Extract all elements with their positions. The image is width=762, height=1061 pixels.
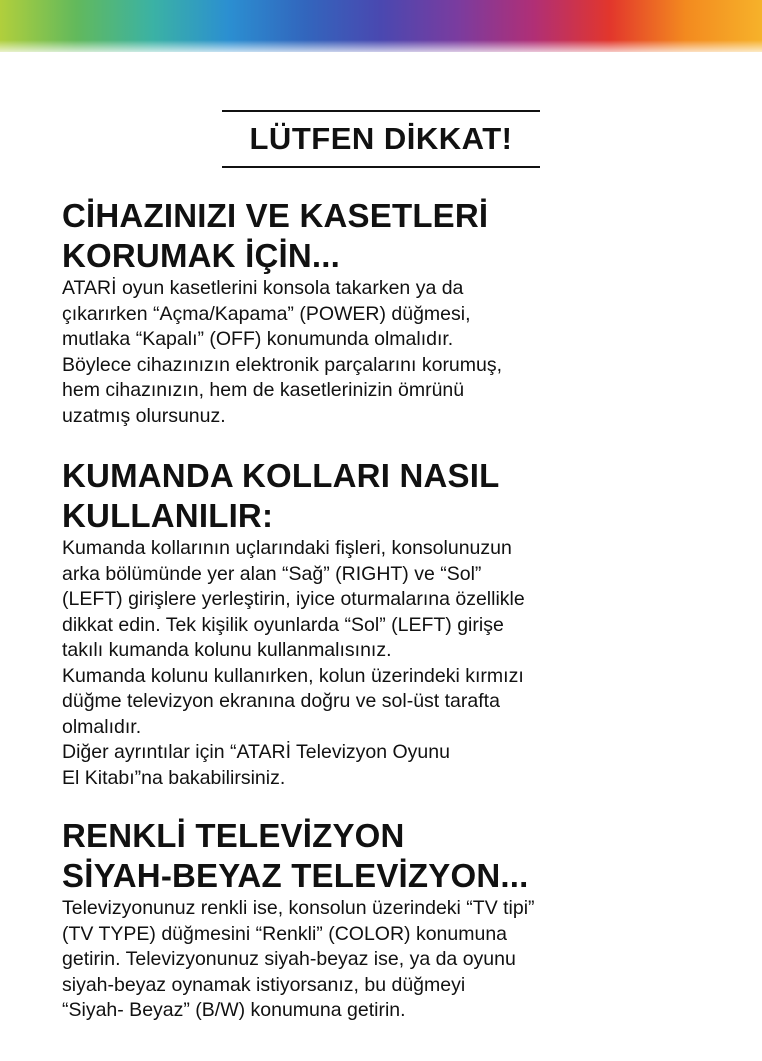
section-protect-device [62, 196, 702, 429]
section-heading-line: KORUMAK İÇİN... [62, 237, 340, 274]
body-text-line: mutlaka “Kapalı” (OFF) konumunda olmalıdır. [62, 328, 454, 350]
body-text-line: (LEFT) girişlere yerleştirin, iyice oturmalarına özellikle [62, 588, 525, 610]
body-text-line: ATARİ oyun kasetlerini konsola takarken ya da [62, 277, 464, 299]
body-text-line: El Kitabı”na bakabilirsiniz. [62, 766, 286, 789]
body-text-line: siyah-beyaz oynamak istiyorsanız, bu düğmeyi [62, 973, 466, 996]
section-joystick-usage [62, 456, 702, 791]
body-text-line: getirin. Televizyonunuz siyah-beyaz ise, ya da oyunu [62, 948, 516, 970]
body-text-line: hem cihazınızın, hem de kasetlerinizin ömrünü [62, 379, 465, 401]
body-text-line: olmalıdır. [62, 715, 142, 738]
body-text-line: uzatmış olursunuz. [62, 404, 226, 427]
section-heading-line: RENKLİ TELEVİZYON [62, 817, 405, 854]
section-heading-line: KUMANDA KOLLARI NASIL [62, 457, 500, 494]
body-text-line: Televizyonunuz renkli ise, konsolun üzerindeki “TV tipi” [62, 897, 535, 919]
section-heading-line: KULLANILIR: [62, 497, 274, 534]
body-text-line: Böylece cihazınızın elektronik parçalarını korumuş, [62, 353, 503, 376]
body-text-line: “Siyah- Beyaz” (B/W) konumuna getirin. [62, 999, 406, 1021]
section-heading-line: SİYAH-BEYAZ TELEVİZYON... [62, 857, 529, 894]
body-text-line: (TV TYPE) düğmesini “Renkli” (COLOR) konumuna [62, 922, 508, 945]
notice-title: LÜTFEN DİKKAT! [249, 121, 513, 156]
body-text-line: Kumanda kollarının uçlarındaki fişleri, konsolunuzun [62, 537, 512, 559]
notice-banner [222, 110, 540, 168]
body-text-line: arka bölümünde yer alan “Sağ” (RIGHT) ve “Sol” [62, 562, 482, 585]
body-text-line: dikkat edin. Tek kişilik oyunlarda “Sol” (LEFT) girişe [62, 613, 504, 636]
body-text-line: Diğer ayrıntılar için “ATARİ Televizyon Oyunu [62, 741, 450, 763]
body-text-line: çıkarırken “Açma/Kapama” (POWER) düğmesi, [62, 302, 471, 325]
body-text-line: takılı kumanda kolunu kullanmalısınız. [62, 639, 392, 661]
section-heading-line: CİHAZINIZI VE KASETLERİ [62, 197, 489, 234]
body-text-line: Kumanda kolunu kullanırken, kolun üzerindeki kırmızı [62, 664, 524, 687]
body-text-line: düğme televizyon ekranına doğru ve sol-üst tarafta [62, 690, 500, 712]
rainbow-band-fade [0, 40, 762, 54]
section-tv-type [62, 816, 702, 1024]
